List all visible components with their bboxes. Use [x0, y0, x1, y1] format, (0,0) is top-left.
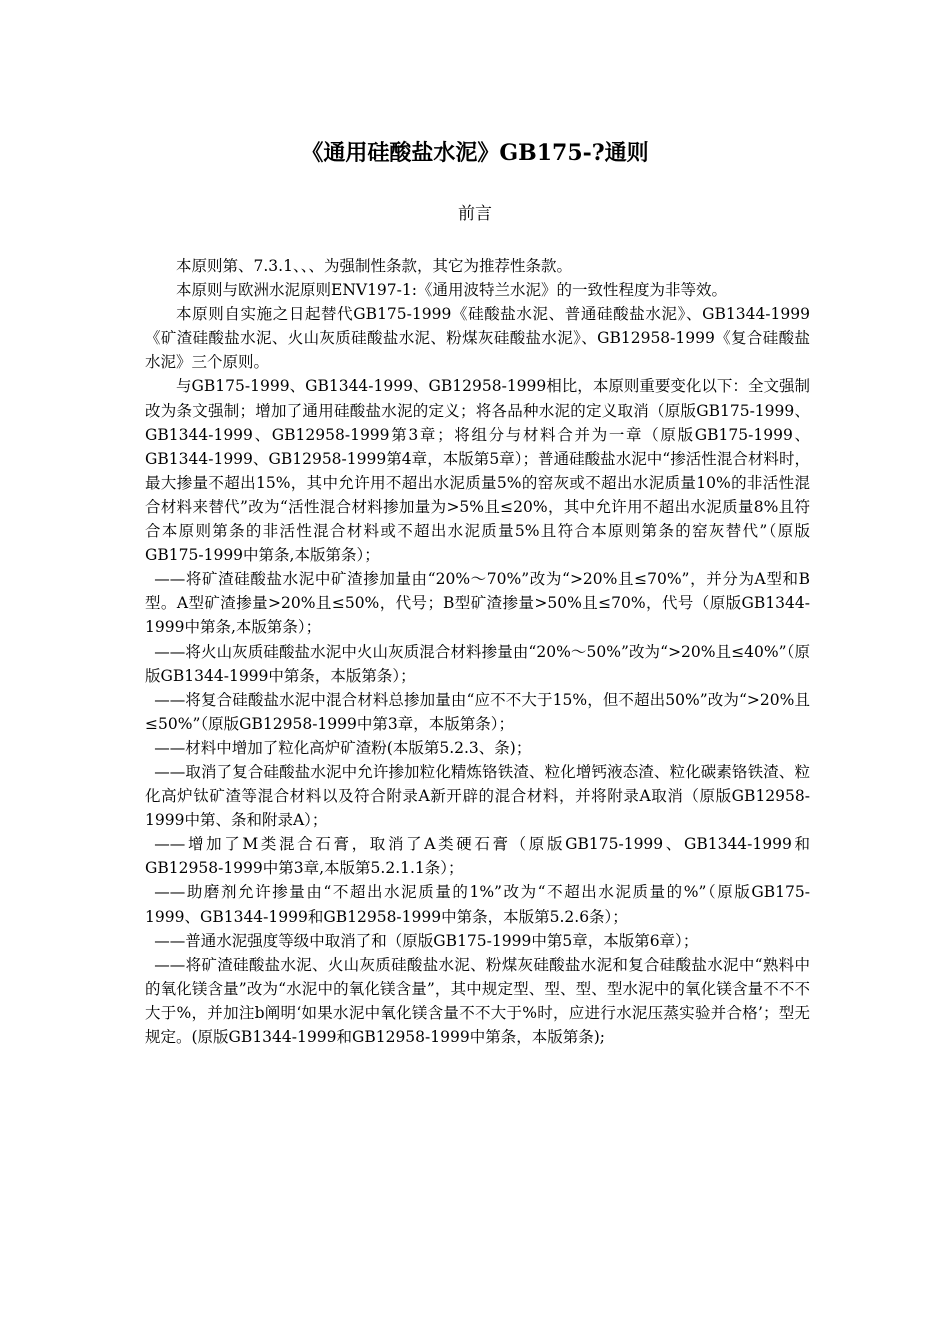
dash-list-item: ——助磨剂允许掺量由“不超出水泥质量的1%”改为“不超出水泥质量的%”（原版GB175-1999、GB1344-1999和GB12958-1999中第条，本版第5.2.6条）； [145, 883, 810, 926]
dash-list-item: ——取消了复合硅酸盐水泥中允许掺加粒化精炼铬铁渣、粒化增钙液态渣、粒化碳素铬铁渣、粒化高炉钛矿渣等混合材料以及符合附录A新开辟的混合材料，并将附录A取消（原版GB12958-1999中第、条和附录A）； [145, 762, 810, 830]
dash-list-item: ——将复合硅酸盐水泥中混合材料总掺加量由“应不不大于15%，但不超出50%”改为“>20%且≤50%”（原版GB12958-1999中第3章，本版第条）； [145, 690, 810, 733]
dash-list-item: ——将火山灰质硅酸盐水泥中火山灰质混合材料掺量由“20%～50%”改为“>20%且≤40%”（原版GB1344-1999中第条，本版第条）； [145, 642, 810, 685]
document-body [145, 254, 810, 1049]
paragraph: 本原则与欧洲水泥原则ENV197-1:《通用波特兰水泥》的一致性程度为非等效。 [176, 281, 727, 300]
dash-list-item: ——材料中增加了粒化高炉矿渣粉(本版第5.2.3、条)； [154, 738, 532, 757]
dash-list-item: ——增加了M类混合石膏，取消了A类硬石膏（原版GB175-1999、GB1344-1999和GB12958-1999中第3章,本版第5.2.1.1条）； [145, 835, 810, 878]
paragraph: 本原则第、7.3.1、、、为强制性条款，其它为推荐性条款。 [176, 257, 572, 275]
preface-heading: 前言 [458, 204, 492, 224]
dash-list-item: ——普通水泥强度等级中取消了和（原版GB175-1999中第5章，本版第6章）； [154, 931, 699, 950]
dash-list-item: ——将矿渣硅酸盐水泥、火山灰质硅酸盐水泥、粉煤灰硅酸盐水泥和复合硅酸盐水泥中“熟料中的氧化镁含量”改为“水泥中的氧化镁含量”，其中规定型、型、型、型水泥中的氧化镁含量不不不大于%，并加注b阐明‘如果水泥中氧化镁含量不不大于%时，应进行水泥压蒸实验并合格’；型无规定。(原版GB1344-1999和GB12958-1999中第条，本版第条); [145, 955, 810, 1046]
paragraph: 本原则自实施之日起替代GB175-1999《硅酸盐水泥、普通硅酸盐水泥》、GB1344-1999《矿渣硅酸盐水泥、火山灰质硅酸盐水泥、粉煤灰硅酸盐水泥》、GB12958-1999《复合硅酸盐水泥》三个原则。 [145, 305, 810, 372]
dash-list-item: ——将矿渣硅酸盐水泥中矿渣掺加量由“20%～70%”改为“>20%且≤70%”，并分为A型和B型。A型矿渣掺量>20%且≤50%，代号；B型矿渣掺量>50%且≤70%，代号（原版GB1344-1999中第条,本版第条）； [145, 570, 810, 637]
paragraph: 与GB175-1999、GB1344-1999、GB12958-1999相比，本原则重要变化以下：全文强制改为条文强制；增加了通用硅酸盐水泥的定义；将各品种水泥的定义取消（原版GB175-1999、GB1344-1999、GB12958-1999第3章；将组分与材料合并为一章（原版GB175-1999、GB1344-1999、GB12958-1999第4章，本版第5章）；普通硅酸盐水泥中“掺活性混合材料时，最大掺量不超出15%，其中允许用不超出水泥质量5%的窑灰或不超出水泥质量10%的非活性混合材料来替代”改为“活性混合材料掺加量为>5%且≤20%，其中允许用不超出水泥质量8%且符合本原则第条的非活性混合材料或不超出水泥质量5%且符合本原则第条的窑灰替代”（原版GB175-1999中第条,本版第条）； [145, 377, 810, 565]
document-title: 《通用硅酸盐水泥》GB175-?通则 [301, 140, 649, 166]
